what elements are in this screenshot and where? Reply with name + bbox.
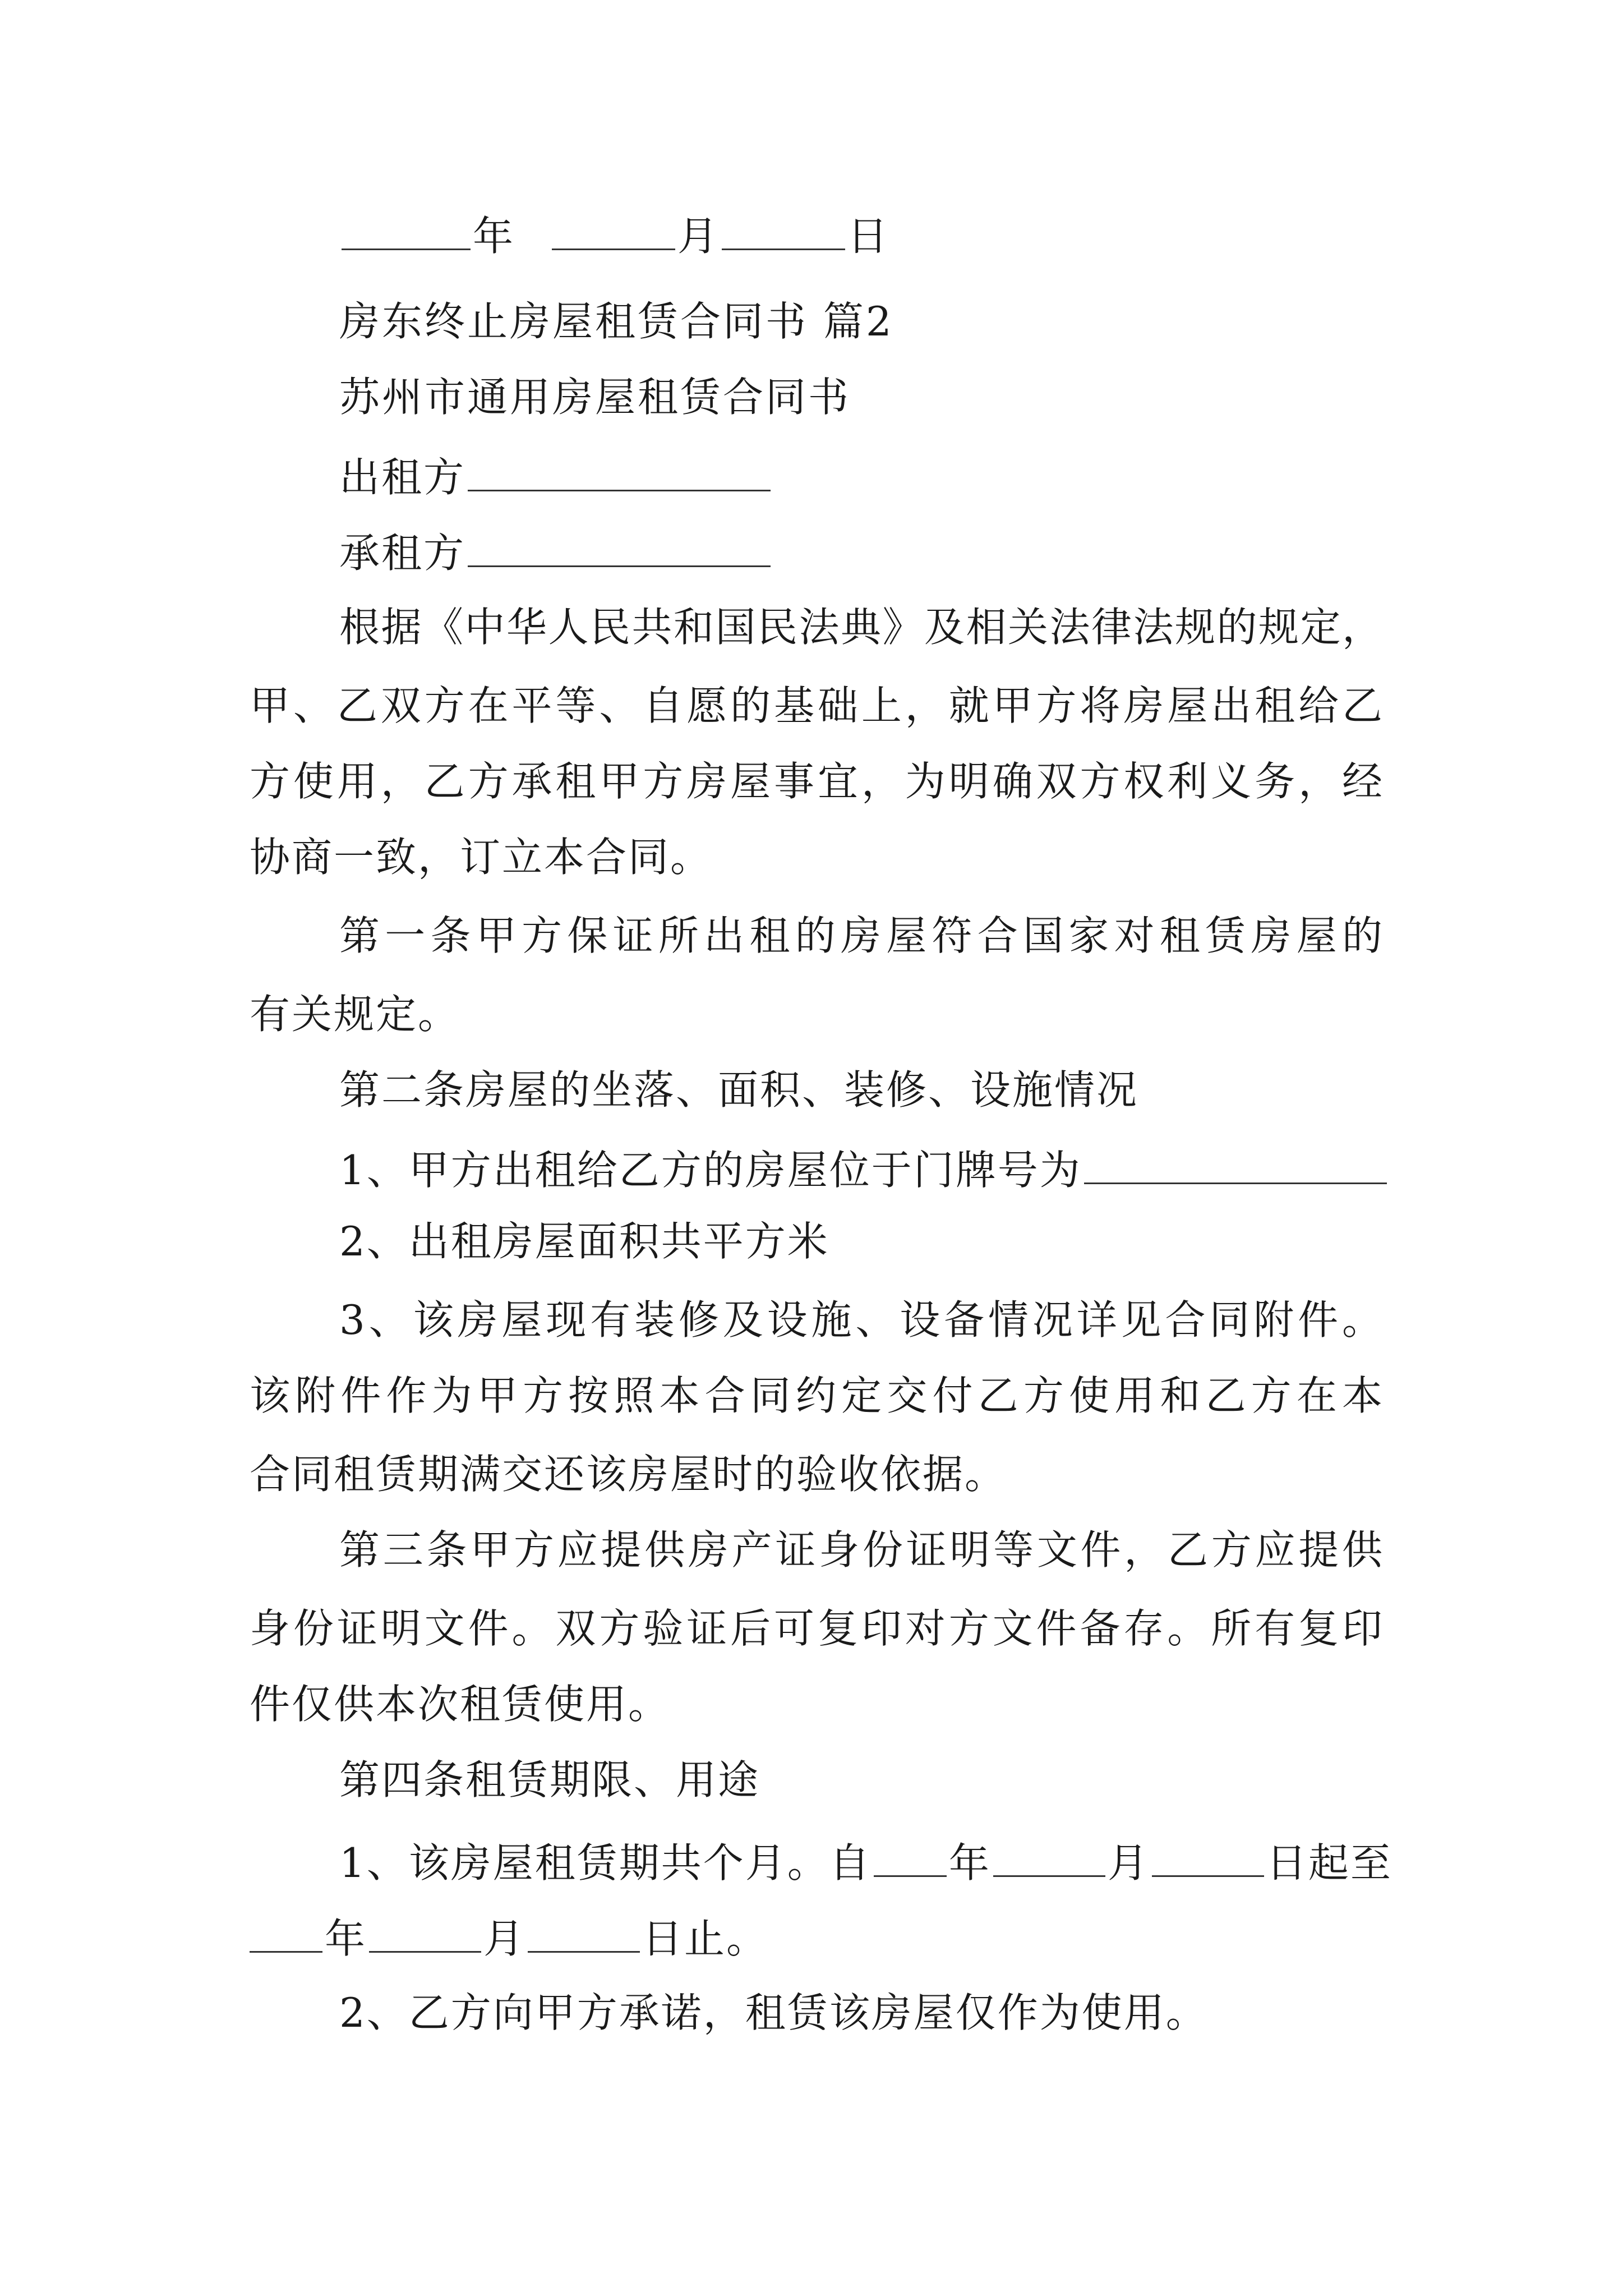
article1-line-1: 第一条甲方保证所出租的房屋符合国家对租赁房屋的 xyxy=(339,912,1382,959)
article2-item3-line-2: 该附件作为甲方按照本合同约定交付乙方使用和乙方在本 xyxy=(250,1372,1382,1419)
year-blank xyxy=(342,205,471,250)
start-month-label: 月 xyxy=(1107,1839,1150,1887)
article1-line-2: 有关规定。 xyxy=(250,991,460,1038)
lessor-label: 出租方 xyxy=(339,454,466,501)
end-month-label: 月 xyxy=(483,1915,526,1962)
day-blank xyxy=(722,205,845,250)
contract-title: 苏州市通用房屋租赁合同书 xyxy=(339,374,851,421)
article3-line-3: 件仅供本次租赁使用。 xyxy=(250,1681,671,1728)
article2-item1-text: 1、甲方出租给乙方的房屋位于门牌号为 xyxy=(339,1147,1082,1194)
start-day-blank xyxy=(1152,1832,1264,1877)
preamble-line-1: 根据《中华人民共和国民法典》及相关法律法规的规定， xyxy=(339,604,1382,651)
article2-title: 第二条房屋的坐落、面积、装修、设施情况 xyxy=(339,1066,1139,1114)
lessee-label: 承租方 xyxy=(339,530,466,577)
lessor-blank xyxy=(468,446,771,491)
preamble-line-4: 协商一致，订立本合同。 xyxy=(250,834,713,881)
start-year-label: 年 xyxy=(948,1839,991,1887)
start-year-blank xyxy=(874,1832,947,1877)
article4-title: 第四条租赁期限、用途 xyxy=(339,1756,760,1803)
lessor-line xyxy=(339,446,1382,500)
day-label: 日 xyxy=(847,213,889,260)
date-line xyxy=(339,205,1382,259)
article4-item1-text: 1、该房屋租赁期共个月。自 xyxy=(339,1839,872,1887)
end-day-blank xyxy=(528,1907,640,1953)
article4-item2: 2、乙方向甲方承诺，租赁该房屋仅作为使用。 xyxy=(339,1989,1208,2036)
preamble-line-3: 方使用，乙方承租甲方房屋事宜，为明确双方权利义务，经 xyxy=(250,758,1382,805)
address-blank xyxy=(1084,1139,1387,1184)
article2-item3-line-3: 合同租赁期满交还该房屋时的验收依据。 xyxy=(250,1451,1007,1498)
preamble-line-2: 甲、乙双方在平等、自愿的基础上，就甲方将房屋出租给乙 xyxy=(250,682,1382,729)
month-blank xyxy=(552,205,675,250)
article2-item3-line-1: 3、该房屋现有装修及设施、设备情况详见合同附件。 xyxy=(339,1296,1382,1343)
year-label: 年 xyxy=(473,213,515,260)
end-day-label: 日止。 xyxy=(642,1915,769,1962)
section-heading: 房东终止房屋租赁合同书 篇2 xyxy=(339,298,894,345)
article4-item1-line-1 xyxy=(339,1832,1393,1887)
start-month-blank xyxy=(993,1832,1105,1877)
article3-line-2: 身份证明文件。双方验证后可复印对方文件备存。所有复印 xyxy=(250,1605,1382,1652)
end-year-blank xyxy=(250,1907,322,1953)
article4-item1-line-2 xyxy=(250,1907,1382,1961)
article3-line-1: 第三条甲方应提供房产证身份证明等文件，乙方应提供 xyxy=(339,1526,1382,1573)
article2-item1 xyxy=(339,1139,1382,1193)
end-year-label: 年 xyxy=(325,1915,367,1962)
month-label: 月 xyxy=(677,213,720,260)
lessee-blank xyxy=(468,522,771,567)
article2-item2: 2、出租房屋面积共平方米 xyxy=(339,1218,829,1265)
start-day-label: 日起至 xyxy=(1266,1839,1393,1887)
lessee-line xyxy=(339,522,1382,576)
end-month-blank xyxy=(369,1907,481,1953)
